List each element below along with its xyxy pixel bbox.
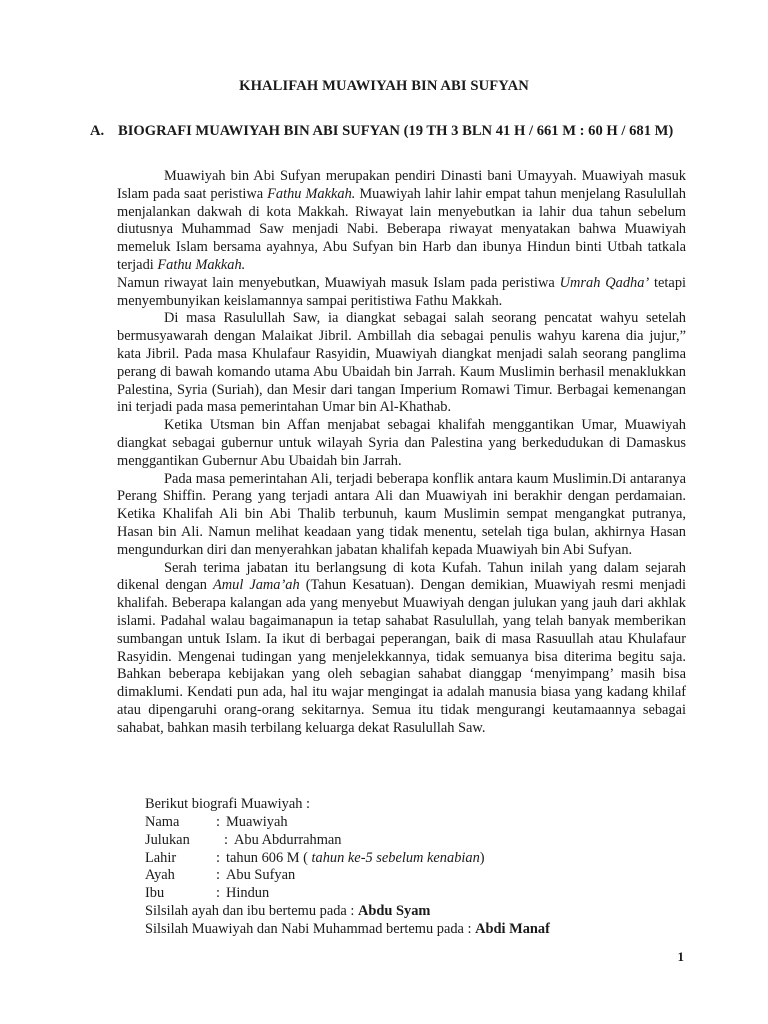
silsilah-line-1 [145,903,685,921]
paragraph-2-italic-b: Umrah Qadha’ [559,274,650,291]
bio-separator: : [216,867,220,884]
paragraph-1 [117,168,686,275]
bio-separator: : [216,849,220,866]
silsilah-2-name: Abdi Manaf [475,920,550,937]
paragraph-2-text-a: Namun riwayat lain menyebutkan, Muawiyah masuk Islam pada peristiwa [117,274,560,291]
document-title: KHALIFAH MUAWIYAH BIN ABI SUFYAN [239,78,529,94]
bio-field-lahir [145,850,685,868]
paragraph-1-text-c: Muawiyah lahir lahir empat tahun menjelang Rasulullah menjalankan dakwah di kota Makkah. Riwayat lain menyebutkan ia lahir dua tahun sebelum diutusnya Muhammad Saw menjadi Nabi. Beberapa riwayat menyatakan bahwa Muawiyah memeluk Islam bersama ayahnya, Abu Sufyan bin Harb dan ibunya Hindun binti Utbah tatkala terjadi [117,185,686,273]
bio-value: Abu Abdurrahman [234,831,342,848]
bio-value [226,850,485,868]
paragraph-6-text-a: Serah terima jabatan itu berlangsung di kota Kufah. Tahun inilah yang dalam sejarah dikenal dengan [117,559,686,594]
bio-separator: : [224,831,228,848]
paragraph-2-text-c: tetapi menyembunyikan keislamannya sampai peritistiwa Fathu Makkah. [117,274,687,309]
bio-label: Ayah [145,867,175,884]
paragraph-6 [117,560,686,738]
bio-label: Julukan [145,831,190,848]
page-number: 1 [677,949,684,964]
paragraph-5: Pada masa pemerintahan Ali, terjadi beberapa konflik antara kaum Muslimin.Di antaranya Perang Shiffin. Perang yang terjadi antara Ali dan Muawiyah ini berakhir dengan perdamaian. Ketika Khalifah Ali bin Abi Thalib terbunuh, kaum Muslimin sempat mengangkat putranya, Hasan bin Ali. Namun melihat keadaan yang tidak menentu, setelah tiga bulan, akhirnya Hasan mengundurkan diri dan menyerahkan jabatan khalifah kepada Muawiyah bin Abi Sufyan. [117,470,686,558]
bio-field-julukan [145,832,685,850]
paragraph-1-text-a: Muawiyah bin Abi Sufyan merupakan pendiri Dinasti bani Umayyah. Muawiyah masuk Islam pada saat peristiwa [117,168,686,202]
bio-value-text: tahun 606 M ( [226,849,312,866]
bio-value-end: ) [479,849,485,866]
bio-field-ibu [145,885,685,903]
silsilah-1-text: Silsilah ayah dan ibu bertemu pada : [145,902,359,919]
biography-block [145,796,685,939]
paragraph-1-italic-d: Fathu Makkah. [157,256,246,273]
bio-label: Nama [145,814,180,830]
bio-value: Muawiyah [226,814,288,830]
paragraph-3: Di masa Rasulullah Saw, ia diangkat sebagai salah seorang pencatat wahyu setelah bermusyawarah dengan Malaikat Jibril. Ambillah dia sebagai penulis wahyu karena dia jujur,” kata Jibril. Pada masa Khulafaur Rasyidin, Muawiyah diangkat menjadi salah seorang panglima perang di bawah komando utama Abu Ubaidah bin Jarrah. Kaum Muslimin berhasil menaklukkan Palestina, Syria (Suriah), dan Mesir dari tangan Imperium Romawi Timur. Berbagai kemenangan ini terjadi pada masa pemerintahan Umar bin Al-Khathab. [117,310,686,416]
bio-value: Abu Sufyan [226,867,296,884]
section-letter: A. [90,123,105,139]
bio-separator: : [216,885,220,902]
paragraph-1-italic-b: Fathu Makkah. [267,185,356,202]
bio-separator: : [216,814,220,830]
body-text [117,168,686,738]
bio-value-italic: tahun ke-5 sebelum kenabian [311,849,480,866]
paragraph-2 [117,275,686,311]
bio-label: Lahir [145,849,177,866]
bio-value: Hindun [226,885,270,902]
bio-field-nama [145,814,685,832]
silsilah-line-2 [145,921,685,939]
paragraph-6-italic-b: Amul Jama’ah [212,577,300,594]
bio-intro: Berikut biografi Muawiyah : [145,796,311,812]
bio-label: Ibu [145,885,165,902]
silsilah-2-text: Silsilah Muawiyah dan Nabi Muhammad bertemu pada : [145,920,476,937]
paragraph-4: Ketika Utsman bin Affan menjabat sebagai khalifah menggantikan Umar, Muawiyah diangkat sebagai gubernur untuk wilayah Syria dan Palestina yang berkedudukan di Damaskus menggantikan Gubernur Abu Ubaidah bin Jarrah. [117,417,686,469]
section-heading-text: BIOGRAFI MUAWIYAH BIN ABI SUFYAN (19 TH 3 BLN 41 H / 661 M : 60 H / 681 M) [118,123,674,139]
silsilah-1-name: Abdu Syam [358,902,431,919]
paragraph-6-text-c: (Tahun Kesatuan). Dengan demikian, Muawiyah resmi menjadi khalifah. Beberapa kalangan ada yang menyebut Muawiyah dengan julukan yang jauh dari akhlak islami. Padahal walau bagaimanapun ia tetap sahabat Rasulullah, yang telah banyak memberikan sumbangan untuk Islam. Ia ikut di berbagai peperangan, baik di masa Rasuullah atau Khulafaur Rasyidin. Mengenai tudingan yang menjelekkannya, tidak semuanya bisa diterima begitu saja. Bahkan beberapa kebijakan yang oleh sebagian sahabat dianggap ‘menyimpang’ masih bisa dimaklumi. Kendati pun ada, hal itu wajar mengingat ia adalah manusia biasa yang kadang khilaf atau dipengaruhi orang-orang sekitarnya. Semua itu tidak mengurangi keutamaannya sebagai sahabat, bahkan masih terbilang keluarga dekat Rasulullah Saw. [117,577,687,736]
bio-field-ayah [145,867,685,885]
